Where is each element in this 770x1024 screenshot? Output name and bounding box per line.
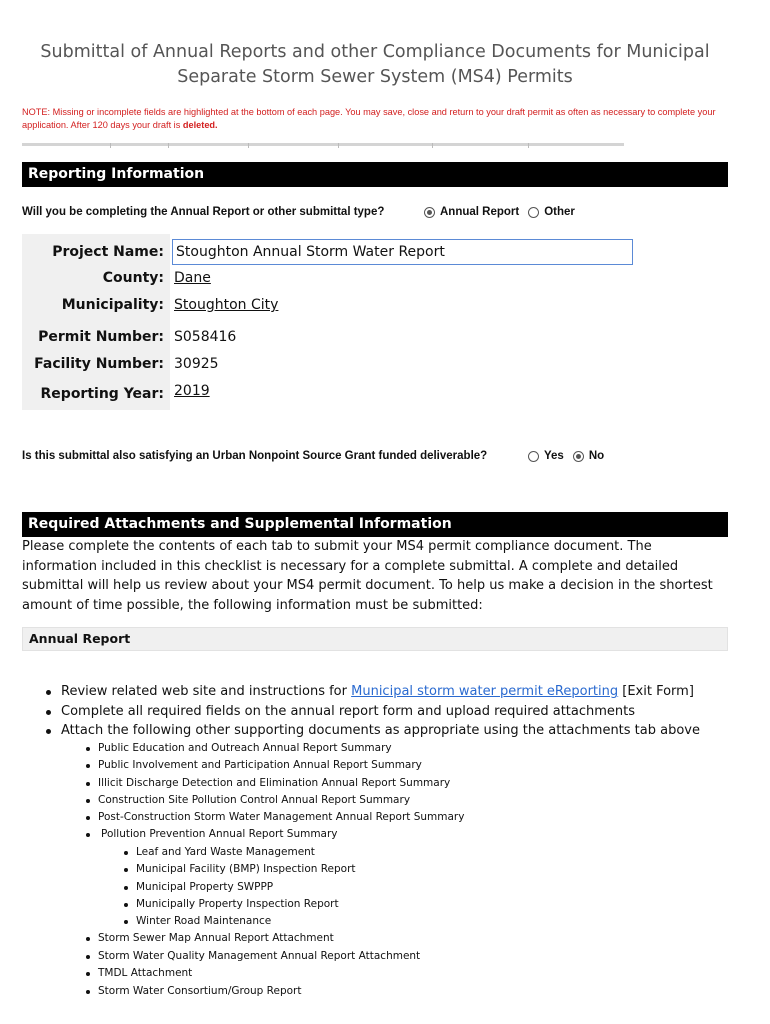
exit-form-text: [Exit Form]	[618, 684, 694, 699]
tab-divider	[432, 143, 433, 148]
bullet	[124, 851, 128, 855]
facility-number-value: 30925	[174, 356, 219, 372]
municipality-value[interactable]: Stoughton City	[174, 297, 279, 313]
other-label[interactable]: Other	[544, 206, 575, 218]
municipality-label: Municipality:	[61, 297, 164, 313]
bullet	[86, 747, 90, 751]
bullet	[46, 710, 51, 715]
bullet	[86, 972, 90, 976]
list-item: Municipally Property Inspection Report	[136, 898, 339, 910]
annual-report-subheading: Annual Report	[22, 627, 728, 651]
tab-divider	[338, 143, 339, 148]
reporting-year-label: Reporting Year:	[40, 386, 164, 402]
list-item-text: Review related web site and instructions for	[61, 684, 352, 699]
reporting-information-header: Reporting Information	[22, 162, 728, 187]
list-item: TMDL Attachment	[98, 967, 193, 979]
list-item: Storm Water Consortium/Group Report	[98, 985, 302, 997]
attachments-intro: Please complete the contents of each tab to submit your MS4 permit compliance document. The information included in this checklist is necessary for a complete submittal. A complete and detailed submittal will help us review about your MS4 permit document. To help us make a decision in the shortest amount of time possible, the following information must be submitted:	[22, 539, 713, 613]
list-item: Municipal Property SWPPP	[136, 881, 274, 893]
list-item: Public Involvement and Participation Annual Report Summary	[98, 759, 422, 771]
list-item: Pollution Prevention Annual Report Summary	[101, 828, 338, 840]
annual-report-radio[interactable]	[424, 207, 435, 218]
list-item: Municipal Facility (BMP) Inspection Report	[136, 863, 356, 875]
permit-number-label: Permit Number:	[38, 329, 164, 345]
page-title-line-1: Submittal of Annual Reports and other Compliance Documents for Municipal	[40, 42, 710, 62]
other-radio[interactable]	[528, 207, 539, 218]
bullet	[86, 990, 90, 994]
bullet	[86, 782, 90, 786]
tab-divider	[168, 143, 169, 148]
grant-question: Is this submittal also satisfying an Urban Nonpoint Source Grant funded deliverable?	[22, 450, 488, 462]
bullet	[86, 764, 90, 768]
list-item: Winter Road Maintenance	[136, 915, 272, 927]
list-item	[61, 684, 694, 699]
field-label-panel	[22, 234, 170, 410]
list-item: Post-Construction Storm Water Management Annual Report Summary	[98, 811, 465, 823]
required-attachments-header: Required Attachments and Supplemental Information	[22, 512, 728, 537]
bullet	[46, 729, 51, 734]
project-name-value[interactable]: Stoughton Annual Storm Water Report	[176, 244, 445, 260]
bullet	[86, 937, 90, 941]
list-item: Illicit Discharge Detection and Elimination Annual Report Summary	[98, 777, 451, 789]
project-name-label: Project Name:	[52, 244, 164, 260]
list-item: Storm Sewer Map Annual Report Attachment	[98, 932, 334, 944]
list-item: Attach the following other supporting documents as appropriate using the attachments tab above	[61, 723, 700, 738]
permit-number-value: S058416	[174, 329, 237, 345]
bullet	[86, 799, 90, 803]
grant-no-radio[interactable]	[573, 451, 584, 462]
list-item: Leaf and Yard Waste Management	[136, 846, 315, 858]
ereporting-link[interactable]: Municipal storm water permit eReporting	[351, 684, 619, 699]
list-item: Public Education and Outreach Annual Report Summary	[98, 742, 392, 754]
grant-yes-radio[interactable]	[528, 451, 539, 462]
annual-report-label[interactable]: Annual Report	[440, 206, 520, 218]
county-label: County:	[102, 270, 164, 286]
tab-strip[interactable]	[22, 143, 624, 146]
tab-divider	[248, 143, 249, 148]
list-item: Storm Water Quality Management Annual Report Attachment	[98, 950, 421, 962]
bullet	[124, 920, 128, 924]
bullet	[86, 955, 90, 959]
tab-divider	[110, 143, 111, 148]
grant-yes-label[interactable]: Yes	[544, 450, 564, 462]
bullet	[124, 868, 128, 872]
facility-number-label: Facility Number:	[34, 356, 164, 372]
tab-divider	[528, 143, 529, 148]
bullet	[86, 833, 90, 837]
grant-radio-group	[528, 450, 613, 462]
draft-note-text: NOTE: Missing or incomplete fields are highlighted at the bottom of each page. You may save, close and return to your draft permit as often as necessary to complete your application. After 120 days your draft is	[22, 107, 716, 130]
page-title	[22, 40, 728, 90]
draft-note	[22, 106, 728, 131]
draft-note-bold: deleted.	[182, 119, 218, 130]
county-value[interactable]: Dane	[174, 270, 211, 286]
submittal-type-radio-group	[424, 206, 584, 218]
page-title-line-2: Separate Storm Sewer System (MS4) Permits	[177, 67, 573, 87]
bullet	[124, 903, 128, 907]
reporting-year-value[interactable]: 2019	[174, 383, 210, 399]
submittal-type-question: Will you be completing the Annual Report or other submittal type?	[22, 206, 385, 218]
bullet	[124, 886, 128, 890]
bullet	[46, 690, 51, 695]
list-item: Complete all required fields on the annual report form and upload required attachments	[61, 704, 636, 719]
grant-no-label[interactable]: No	[588, 450, 605, 462]
list-item: Construction Site Pollution Control Annual Report Summary	[98, 794, 411, 806]
bullet	[86, 816, 90, 820]
